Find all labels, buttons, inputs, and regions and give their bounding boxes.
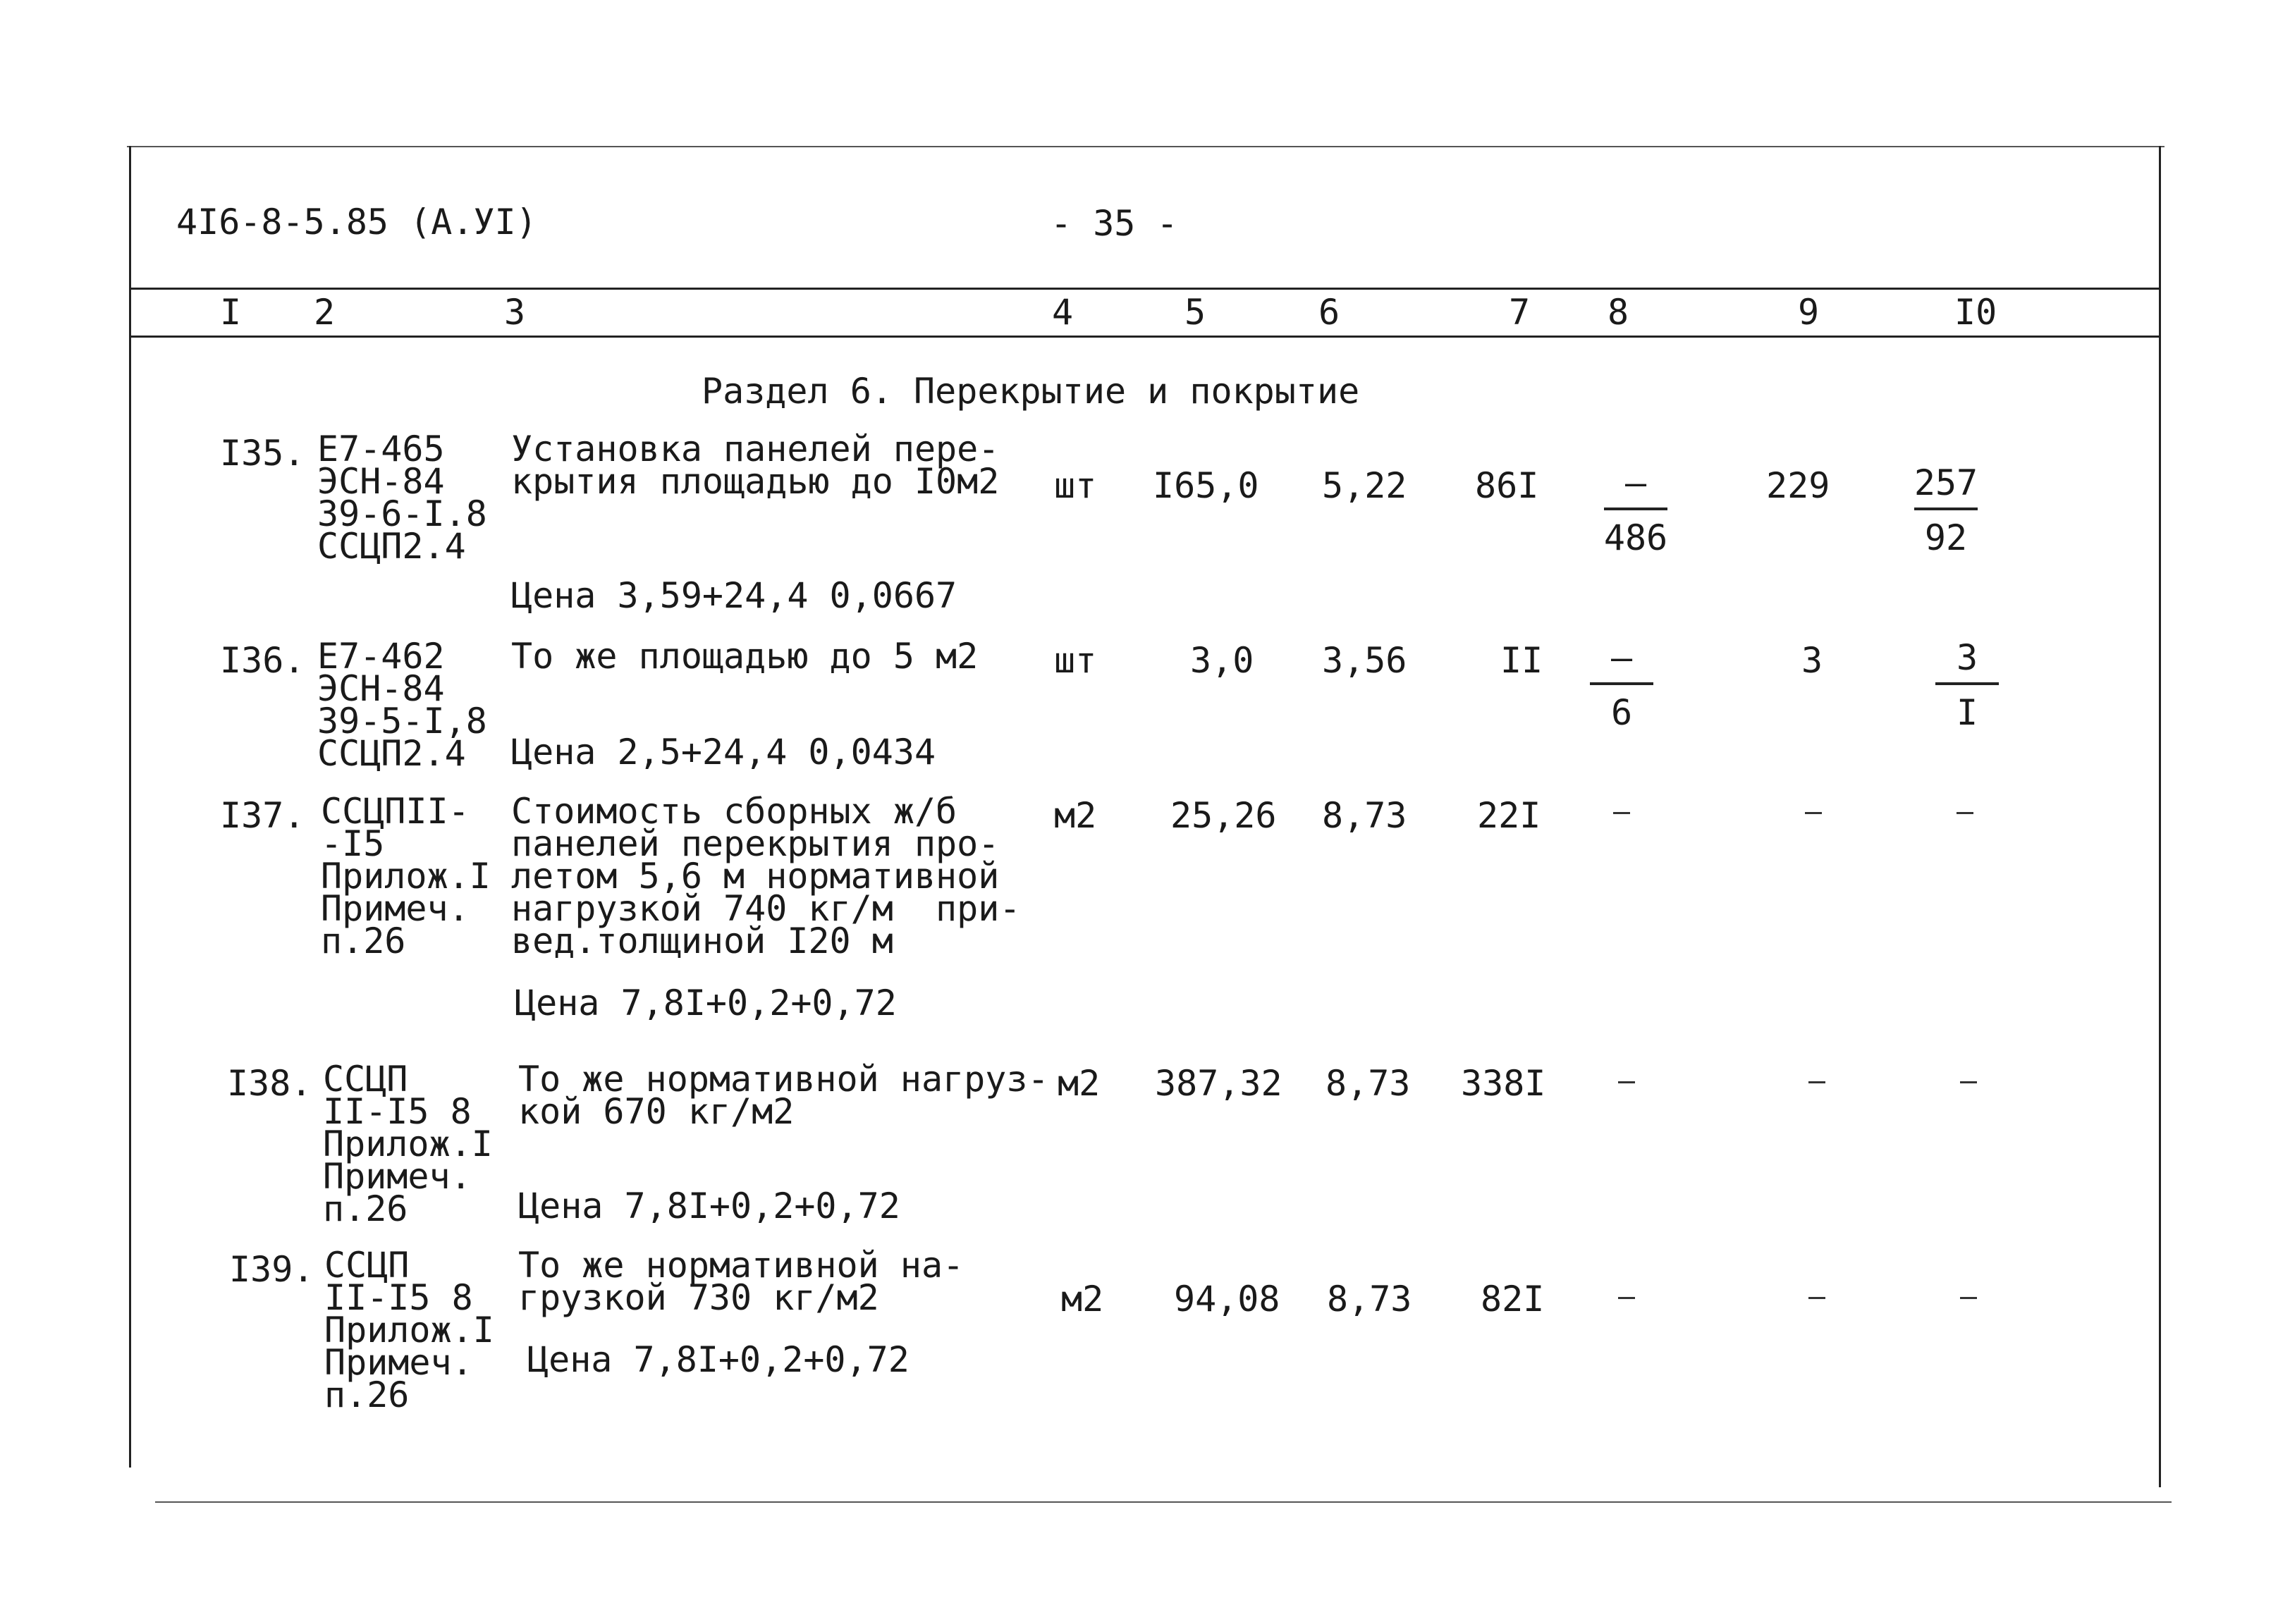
fraction-bar: [1590, 682, 1653, 685]
row-number: I35.: [220, 433, 305, 474]
column-header-1: I: [220, 292, 242, 333]
column-header-7: 7: [1509, 292, 1531, 333]
row-col8-value: [1618, 1280, 1639, 1315]
row-col8-fraction: [1572, 462, 1699, 558]
row-col7: 86I: [1475, 465, 1539, 506]
row-price: Цена 2,5+24,4 0,0434: [511, 732, 936, 773]
fraction-bar: [1935, 682, 1999, 685]
row-unit: м2: [1054, 795, 1097, 836]
column-header-5: 5: [1184, 292, 1206, 333]
row-unit: шт: [1054, 640, 1097, 681]
row-price: Цена 7,8I+0,2+0,72: [527, 1339, 910, 1380]
frame-top-line: [127, 146, 2165, 147]
column-header-3: 3: [504, 292, 526, 333]
row-quantity: 387,32: [1155, 1063, 1282, 1104]
fraction-denominator: 486: [1603, 517, 1668, 558]
frame-right-line: [2159, 146, 2161, 1487]
column-header-bottom-line: [129, 336, 2160, 338]
row-description: То же нормативной на- грузкой 730 кг/м2: [518, 1245, 965, 1318]
column-header-4: 4: [1052, 292, 1074, 333]
row-col10-fraction: [1882, 462, 2009, 558]
page-number: - 35 -: [1051, 203, 1178, 244]
row-col8-fraction: [1558, 637, 1685, 733]
row-col9: 3: [1801, 640, 1823, 681]
fraction-denominator: I: [1956, 692, 1978, 733]
row-col7: 82I: [1481, 1279, 1545, 1320]
row-unit: м2: [1061, 1279, 1104, 1320]
row-code: Е7-465 ЭСН-84 39-6-I.8 ССЦП2.4: [317, 429, 487, 567]
column-header-2: 2: [314, 292, 336, 333]
row-col10-value: [1960, 1280, 1981, 1315]
row-number: I39.: [229, 1249, 314, 1290]
row-col7: 22I: [1477, 795, 1541, 836]
frame-bottom-line: [155, 1501, 2172, 1503]
row-col6: 8,73: [1327, 1279, 1412, 1320]
row-col9-value: [1808, 1280, 1830, 1315]
fraction-numerator: 257: [1914, 462, 1978, 503]
column-header-6: 6: [1318, 292, 1340, 333]
row-col10-value: [1960, 1064, 1981, 1100]
row-col7: II: [1500, 640, 1543, 681]
section-title: Раздел 6. Перекрытие и покрытие: [702, 371, 1360, 412]
document-code: 4I6-8-5.85 (А.УI): [176, 202, 537, 242]
row-unit: шт: [1054, 465, 1097, 506]
row-quantity: I65,0: [1153, 465, 1259, 506]
row-col9-value: [1805, 795, 1826, 830]
row-col10-value: [1957, 795, 1978, 830]
fraction-bar: [1604, 508, 1667, 510]
row-number: I36.: [220, 640, 305, 681]
row-description: То же площадью до 5 м2: [511, 636, 979, 677]
column-header-8: 8: [1608, 292, 1629, 333]
fraction-numerator: –: [1610, 637, 1633, 678]
row-quantity: 3,0: [1190, 640, 1254, 681]
frame-left-line: [129, 146, 131, 1468]
row-code: Е7-462 ЭСН-84 39-5-I,8 ССЦП2.4: [317, 636, 487, 774]
row-price: Цена 7,8I+0,2+0,72: [515, 983, 897, 1023]
row-col9-value: [1808, 1064, 1830, 1100]
column-header-9: 9: [1798, 292, 1820, 333]
fraction-denominator: 6: [1610, 692, 1633, 733]
column-header-top-line: [129, 288, 2160, 290]
row-col9: 229: [1766, 465, 1830, 506]
column-header-10: I0: [1954, 292, 1997, 333]
row-price: Цена 7,8I+0,2+0,72: [518, 1186, 900, 1226]
row-col10-fraction: [1904, 637, 2031, 733]
row-quantity: 94,08: [1174, 1279, 1280, 1320]
row-col6: 5,22: [1322, 465, 1407, 506]
row-col8-value: [1613, 795, 1614, 796]
row-description: Установка панелей пере- крытия площадью до I0м2: [511, 429, 1000, 502]
row-col6: 8,73: [1322, 795, 1407, 836]
row-col7: 338I: [1461, 1063, 1546, 1104]
row-price: Цена 3,59+24,4 0,0667: [511, 575, 957, 616]
row-description: Стоимость сборных ж/б панелей перекрытия про- летом 5,6 м нормативной нагрузкой 740 кг/м при- вед.толщиной I20 м: [511, 791, 1021, 961]
row-col6: 3,56: [1322, 640, 1407, 681]
row-number: I37.: [220, 795, 305, 836]
row-code: ССЦПII- -I5 Прилож.I Примеч. п.26: [321, 791, 491, 961]
row-unit: м2: [1058, 1063, 1101, 1104]
row-description: То же нормативной нагруз- кой 670 кг/м2: [518, 1059, 1049, 1132]
fraction-denominator: 92: [1924, 517, 1968, 558]
row-code: ССЦП II-I5 8 Прилож.I Примеч. п.26: [324, 1245, 494, 1415]
fraction-bar: [1914, 508, 1978, 510]
row-code: ССЦП II-I5 8 Прилож.I Примеч. п.26: [323, 1059, 493, 1229]
row-number: I38.: [227, 1063, 312, 1104]
row-col6: 8,73: [1325, 1063, 1411, 1104]
fraction-numerator: –: [1624, 462, 1647, 503]
fraction-numerator: 3: [1956, 637, 1978, 678]
row-col8-dash: [1613, 812, 1630, 814]
row-col8-value: [1618, 1064, 1639, 1100]
row-quantity: 25,26: [1170, 795, 1277, 836]
